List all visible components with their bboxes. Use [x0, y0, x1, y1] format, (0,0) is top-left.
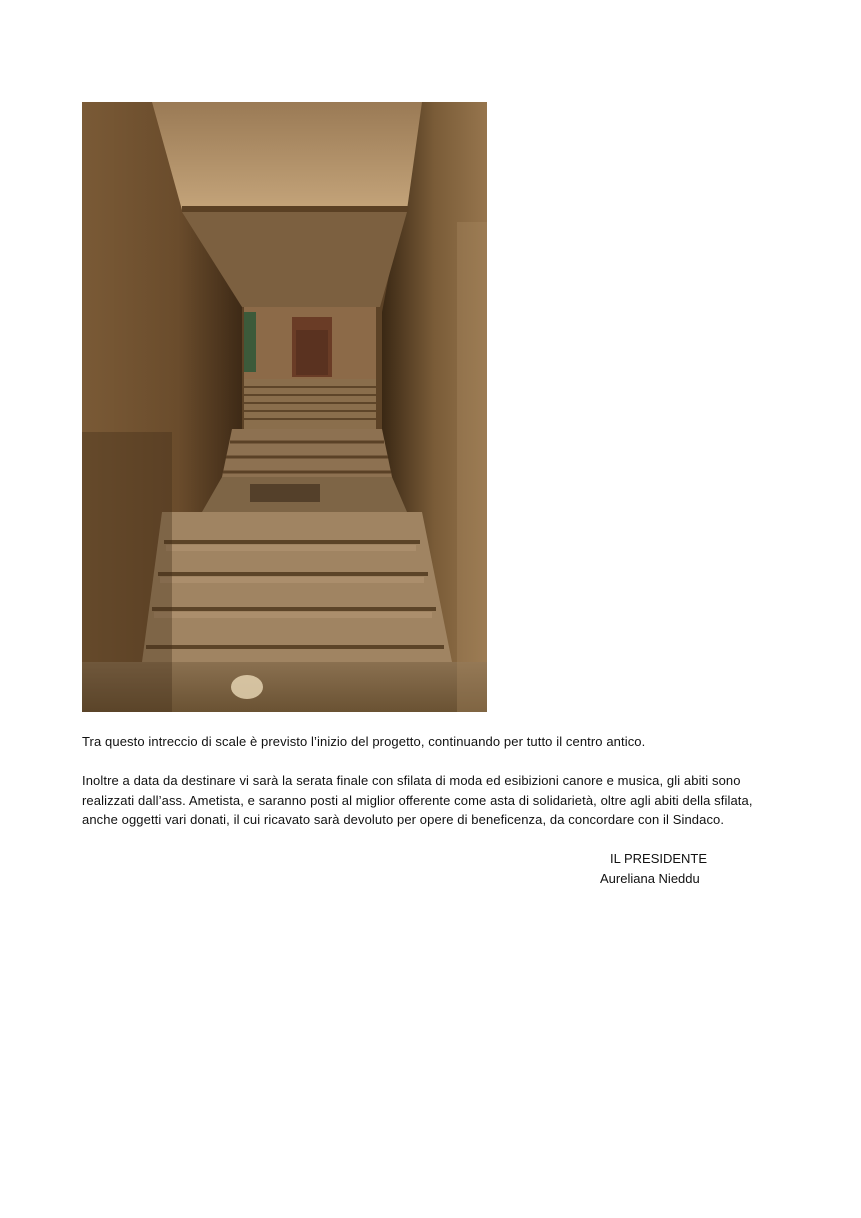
signature-title: IL PRESIDENTE: [610, 851, 708, 866]
stairway-photo: [82, 102, 487, 712]
signature-name: Aureliana Nieddu: [600, 871, 700, 886]
paragraph-intro: Tra questo intreccio di scale è previsto l’inizio del progetto, continuando per tutto il centro antico.: [82, 734, 646, 749]
paragraph-final-evening: Inoltre a data da destinare vi sarà la serata finale con sfilata di moda ed esibizioni canore e musica, gli abiti sono realizzati dall’ass. Ametista, e saranno posti al miglior offerente come asta di solidarietà, oltre agli abiti della sfilata, anche oggetti vari donati, il cui ricavato sarà devoluto per opere di beneficenza, da concordare con il Sindaco.: [82, 773, 753, 827]
stairway-photo-drawing: [82, 102, 487, 712]
